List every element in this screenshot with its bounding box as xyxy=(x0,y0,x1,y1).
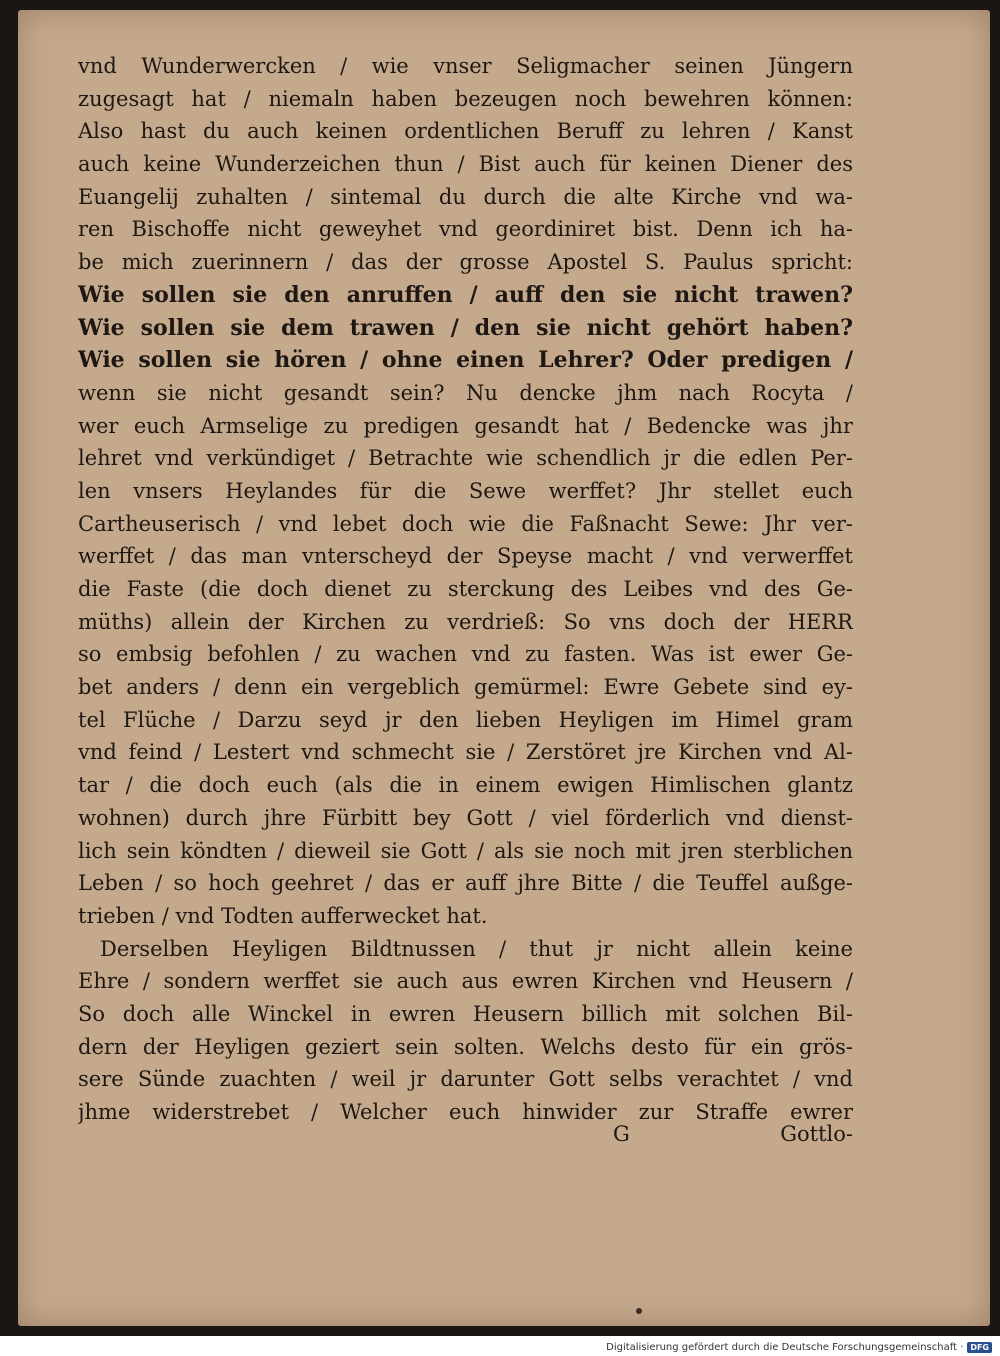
text-line: so embsig befohlen / zu wachen vnd zu fasten. Was ist ewer Ge- xyxy=(78,642,853,667)
text-line: wohnen) durch jhre Fürbitt bey Gott / viel förderlich vnd dienst- xyxy=(78,805,853,830)
text-line: zugesagt hat / niemaln haben bezeugen noch bewehren können: xyxy=(78,86,853,111)
text-line: Euangelij zuhalten / sintemal du durch die alte Kirche vnd wa- xyxy=(78,184,853,209)
bold-quote-line: Wie sollen sie den anruffen / auff den sie nicht trawen? xyxy=(78,281,853,308)
signature-mark: G xyxy=(613,1122,630,1146)
text-line: sere Sünde zuachten / weil jr darunter Gott selbs verachtet / vnd xyxy=(78,1067,853,1092)
text-line: wenn sie nicht gesandt sein? Nu dencke jhm nach Rocyta / xyxy=(78,380,853,405)
text-line: trieben / vnd Todten aufferwecket hat. xyxy=(78,903,488,928)
page-footer-marks xyxy=(78,1122,853,1156)
ink-dot xyxy=(636,1308,642,1314)
text-line: Leben / so hoch geehret / das er auff jhre Bitte / die Teuffel außge- xyxy=(78,871,853,896)
text-line: tel Flüche / Darzu seyd jr den lieben Heyligen im Himel gram xyxy=(78,707,853,732)
text-line: lehret vnd verkündiget / Betrachte wie schendlich jr die edlen Per- xyxy=(78,446,853,471)
text-line: Ehre / sondern werffet sie auch aus ewren Kirchen vnd Heusern / xyxy=(78,969,853,994)
text-line: lich sein köndten / dieweil sie Gott / als sie noch mit jren sterblichen xyxy=(78,838,853,863)
page-body-text xyxy=(78,50,853,1129)
text-line: die Faste (die doch dienet zu sterckung des Leibes vnd des Ge- xyxy=(78,577,853,601)
book-page xyxy=(18,10,990,1326)
digitization-credit xyxy=(606,1340,992,1354)
text-line: tar / die doch euch (als die in einem ewigen Himlischen glantz xyxy=(78,773,853,798)
credit-text: Digitalisierung gefördert durch die Deutsche Forschungsgemeinschaft · xyxy=(606,1341,964,1353)
text-line: be mich zuerinnern / das der grosse Apostel S. Paulus spricht: xyxy=(78,250,853,275)
text-line: ren Bischoffe nicht geweyhet vnd geordiniret bist. Denn ich ha- xyxy=(78,217,853,242)
text-line: vnd feind / Lestert vnd schmecht sie / Zerstöret jre Kirchen vnd Al- xyxy=(78,740,853,765)
text-line: bet anders / denn ein vergeblich gemürmel: Ewre Gebete sind ey- xyxy=(78,675,853,700)
paragraph-start-line: Derselben Heyligen Bildtnussen / thut jr nicht allein keine xyxy=(100,936,853,961)
text-line: Cartheuserisch / vnd lebet doch wie die Faßnacht Sewe: Jhr ver- xyxy=(78,511,853,536)
text-line: wer euch Armselige zu predigen gesandt hat / Bedencke was jhr xyxy=(78,413,853,438)
text-line: Also hast du auch keinen ordentlichen Beruff zu lehren / Kanst xyxy=(78,119,853,144)
catchword: Gottlo- xyxy=(780,1122,853,1146)
text-line: müths) allein der Kirchen zu verdrieß: So vns doch der HERR xyxy=(78,609,853,634)
text-line: jhme widerstrebet / Welcher euch hinwider zur Straffe ewrer xyxy=(78,1100,853,1124)
text-line: auch keine Wunderzeichen thun / Bist auch für keinen Diener des xyxy=(78,152,853,177)
dfg-logo: DFG xyxy=(967,1342,992,1353)
text-line: werffet / das man vnterscheyd der Speyse macht / vnd verwerffet xyxy=(78,544,853,569)
bold-quote-line: Wie sollen sie dem trawen / den sie nicht gehört haben? xyxy=(78,314,853,341)
text-line: vnd Wunderwercken / wie vnser Seligmacher seinen Jüngern xyxy=(78,54,853,78)
text-line: So doch alle Winckel in ewren Heusern billich mit solchen Bil- xyxy=(78,1001,853,1026)
text-line: len vnsers Heylandes für die Sewe werffet? Jhr stellet euch xyxy=(78,478,853,503)
text-line: dern der Heyligen geziert sein solten. Welchs desto für ein grös- xyxy=(78,1034,853,1059)
bold-quote-line: Wie sollen sie hören / ohne einen Lehrer? Oder predigen / xyxy=(78,347,853,374)
